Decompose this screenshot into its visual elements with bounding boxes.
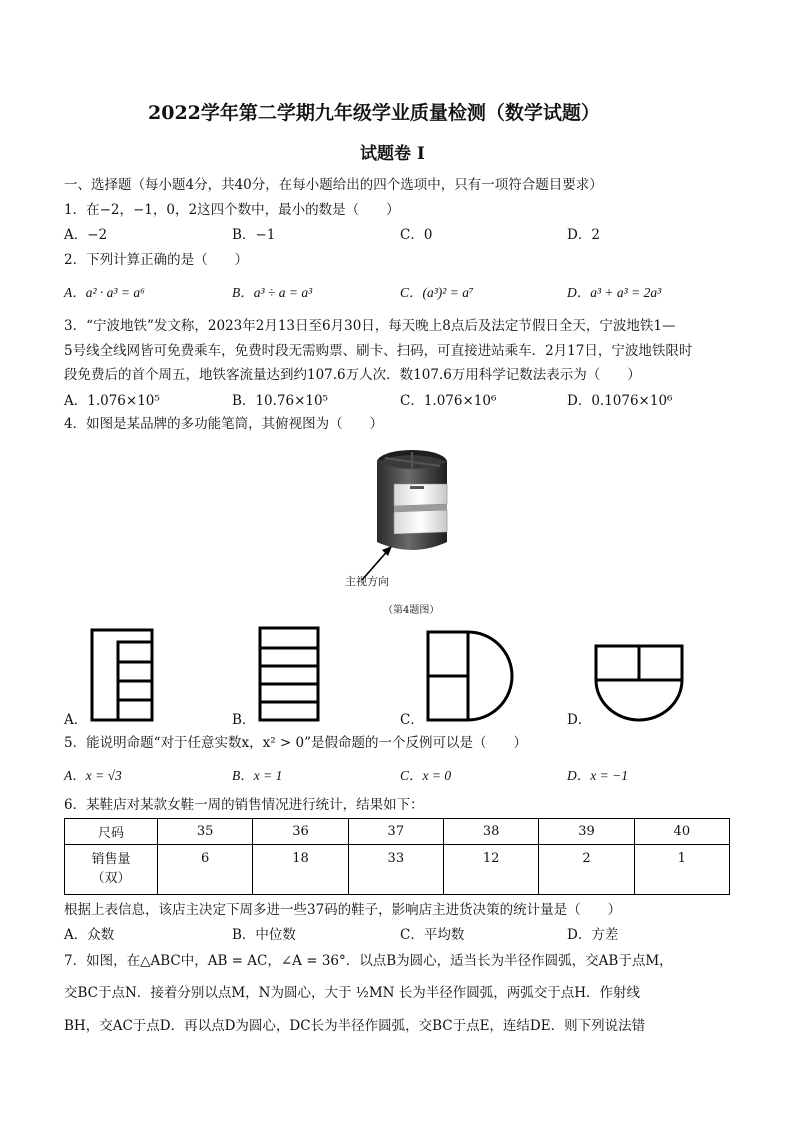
table-header-sales-line-1: 销售量	[91, 851, 131, 867]
sales-table	[64, 818, 730, 895]
question-3-option-c[interactable]: C．1.076×10⁶	[400, 393, 497, 409]
question-7-line-1: 7．如图，在△ABC中，AB = AC，∠A = 36°．以点B为圆心，适当长为半径作圆弧，交AB于点M，	[64, 953, 673, 969]
question-2-stem: 2．下列计算正确的是（ ）	[64, 252, 249, 268]
question-4-stem: 4．如图是某品牌的多功能笔筒，其俯视图为（ ）	[64, 416, 384, 432]
question-6-option-a[interactable]: A．众数	[64, 927, 115, 943]
question-1-stem: 1．在−2，−1，0，2这四个数中，最小的数是（ ）	[64, 202, 400, 218]
question-3-option-d[interactable]: D．0.1076×10⁶	[567, 393, 673, 409]
question-2-option-a[interactable]: A．a² · a³ = a⁶	[64, 285, 145, 300]
view-direction-label: 主视方向	[345, 575, 389, 588]
page-title: 2022学年第二学期九年级学业质量检测（数学试题）	[148, 102, 600, 124]
question-5-option-d[interactable]: D．x = −1	[567, 768, 628, 783]
question-6-follow-up: 根据上表信息，该店主决定下周多进一些37码的鞋子，影响店主进货决策的统计量是（ ）	[64, 902, 622, 918]
table-row	[65, 819, 730, 845]
question-2-option-b[interactable]: B．a³ ÷ a = a³	[232, 285, 313, 300]
question-5-option-c[interactable]: C．x = 0	[400, 768, 452, 783]
table-row	[65, 845, 730, 895]
question-5-option-b[interactable]: B．x = 1	[232, 768, 283, 783]
table-header-sales	[65, 845, 158, 895]
question-7-line-3: BH，交AC于点D．再以点D为圆心，DC长为半径作圆弧，交BC于点E，连结DE．则下列说法错	[64, 1018, 646, 1034]
question-3-option-a[interactable]: A．1.076×10⁵	[64, 393, 160, 409]
question-7-line-2: 交BC于点N．接着分别以点M，N为圆心，大于 ½MN 长为半径作圆弧，两弧交于点H．作射线	[64, 985, 641, 1001]
question-2-option-d[interactable]: D．a³ + a³ = 2a³	[567, 285, 662, 300]
table-cell: 12	[443, 845, 538, 895]
section-heading: 一、选择题（每小题4分，共40分，在每小题给出的四个选项中，只有一项符合题目要求）	[64, 177, 603, 193]
question-4-option-d[interactable]: D．	[567, 712, 592, 728]
question-5-stem: 5．能说明命题“对于任意实数x，x² > 0”是假命题的一个反例可以是（ ）	[64, 735, 528, 751]
question-1-option-b[interactable]: B．−1	[232, 227, 276, 243]
table-cell: 33	[348, 845, 443, 895]
table-cell: 40	[634, 819, 729, 845]
top-view-option-c-figure	[426, 630, 516, 724]
question-3-line-2: 5号线全线网皆可免费乘车，免费时段无需购票、刷卡、扫码，可直接进站乘车．2月17日，宁波地铁限时	[64, 343, 693, 359]
table-cell: 38	[443, 819, 538, 845]
table-cell: 6	[158, 845, 253, 895]
question-3-option-b[interactable]: B．10.76×10⁵	[232, 393, 328, 409]
question-6-stem: 6．某鞋店对某款女鞋一周的销售情况进行统计，结果如下：	[64, 797, 424, 813]
question-1-option-c[interactable]: C．0	[400, 227, 433, 243]
question-3-line-1: 3．“宁波地铁”发文称，2023年2月13日至6月30日，每天晚上8点后及法定节假日全天，宁波地铁1—	[64, 318, 676, 334]
table-header-sales-line-2: （双）	[91, 870, 131, 886]
table-cell: 35	[158, 819, 253, 845]
table-cell: 1	[634, 845, 729, 895]
table-cell: 18	[253, 845, 348, 895]
question-1-option-d[interactable]: D．2	[567, 227, 600, 243]
table-cell: 36	[253, 819, 348, 845]
pen-holder-image	[340, 448, 460, 580]
question-6-option-d[interactable]: D．方差	[567, 927, 619, 943]
question-4-option-c[interactable]: C．	[400, 712, 424, 728]
question-6-option-b[interactable]: B．中位数	[232, 927, 296, 943]
question-1-option-a[interactable]: A．−2	[64, 227, 108, 243]
question-6-option-c[interactable]: C．平均数	[400, 927, 465, 943]
top-view-option-b-figure	[258, 626, 320, 722]
figure-4-caption: （第4题图）	[383, 605, 440, 616]
top-view-option-a-figure	[90, 628, 154, 722]
table-header-size: 尺码	[65, 819, 158, 845]
top-view-option-d-figure	[594, 644, 684, 724]
table-cell: 2	[539, 845, 634, 895]
question-4-option-b[interactable]: B．	[232, 712, 256, 728]
table-cell: 37	[348, 819, 443, 845]
question-2-option-c[interactable]: C．(a³)² = a⁷	[400, 285, 474, 300]
question-3-line-3: 段免费后的首个周五，地铁客流量达到约107.6万人次．数107.6万用科学记数法表示为（ ）	[64, 367, 641, 383]
question-4-option-a[interactable]: A．	[64, 712, 88, 728]
paper-subtitle: 试题卷 I	[360, 144, 425, 164]
question-5-option-a[interactable]: A．x = √3	[64, 768, 122, 783]
table-cell: 39	[539, 819, 634, 845]
